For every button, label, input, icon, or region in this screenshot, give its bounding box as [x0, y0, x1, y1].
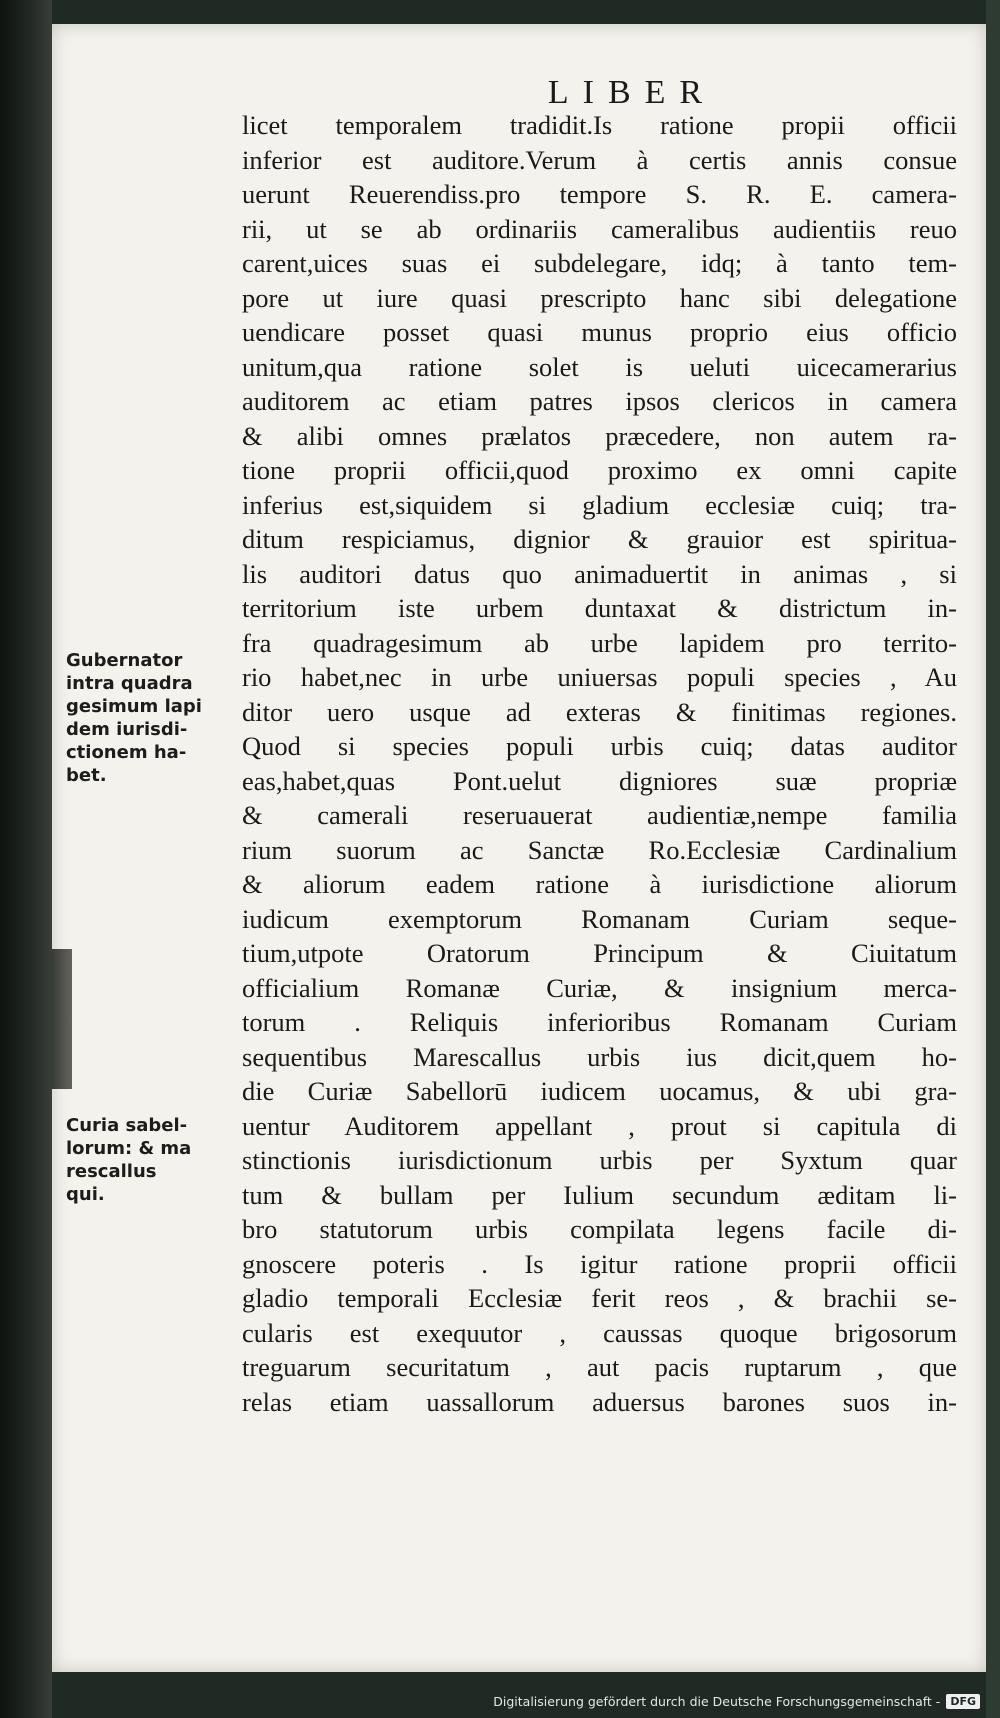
- text-line: unitum,qua ratione solet is ueluti uicecamerarius: [242, 351, 957, 382]
- text-line: iudicum exemptorum Romanam Curiam seque-: [242, 903, 957, 934]
- text-line: officialium Romanæ Curiæ, & insignium merca-: [242, 972, 957, 1003]
- digitization-footer: [493, 1690, 980, 1712]
- text-line: uendicare posset quasi munus proprio eius officio: [242, 317, 957, 347]
- text-line: territorium iste urbem duntaxat & districtum in-: [242, 593, 957, 623]
- marginal-line: qui.: [66, 1184, 105, 1205]
- text-line: sequentibus Marescallus urbis ius dicit,quem ho-: [242, 1041, 957, 1072]
- text-line: rium suorum ac Sanctæ Ro.Ecclesiæ Cardinalium: [242, 834, 957, 865]
- text-line: licet temporalem tradidit.Is ratione propii officii: [242, 110, 957, 140]
- text-line: & alibi omnes prælatos præcedere, non autem ra-: [242, 420, 957, 451]
- text-line: uerunt Reuerendiss.pro tempore S. R. E. camera-: [242, 179, 957, 209]
- text-line: carent,uices suas ei subdelegare, idq; à tanto tem-: [242, 248, 957, 278]
- text-line: torum . Reliquis inferioribus Romanam Curiam: [242, 1007, 957, 1037]
- marginal-note-curia-sabellorum: [66, 1114, 226, 1206]
- marginal-line: lorum: & ma: [66, 1138, 192, 1159]
- marginal-note-gubernator: [66, 649, 226, 787]
- text-line: cularis est exequutor , caussas quoque brigosorum: [242, 1317, 957, 1348]
- text-line: auditorem ac etiam patres ipsos clericos in camera: [242, 386, 957, 416]
- running-head: LIBER: [547, 74, 717, 111]
- text-line: rii, ut se ab ordinariis cameralibus audientiis reuo: [242, 213, 957, 244]
- text-line: eas,habet,quas Pont.uelut digniores suæ propriæ: [242, 765, 957, 796]
- text-line: inferius est,siquidem si gladium ecclesiæ cuiq; tra-: [242, 489, 957, 520]
- text-line: & aliorum eadem ratione à iurisdictione aliorum: [242, 869, 957, 899]
- text-line: uentur Auditorem appellant , prout si capitula di: [242, 1110, 957, 1141]
- marginal-line: gesimum lapi: [66, 696, 202, 717]
- text-line: & camerali reseruauerat audientiæ,nempe familia: [242, 800, 957, 830]
- text-line: treguarum securitatum , aut pacis ruptarum , que: [242, 1352, 957, 1382]
- text-line: fra quadragesimum ab urbe lapidem pro territo-: [242, 627, 957, 658]
- text-line: inferior est auditore.Verum à certis annis consue: [242, 144, 957, 175]
- text-line: bro statutorum urbis compilata legens facile di-: [242, 1214, 957, 1244]
- marginal-line: ctionem ha-: [66, 742, 187, 763]
- scan-left-edge: [0, 0, 52, 1718]
- text-line: rio habet,nec in urbe uniuersas populi species , Au: [242, 662, 957, 692]
- text-line: stinctionis iurisdictionum urbis per Syxtum quar: [242, 1145, 957, 1175]
- marginal-line: Gubernator: [66, 650, 183, 671]
- marginal-line: bet.: [66, 765, 107, 786]
- marginal-line: rescallus: [66, 1161, 157, 1182]
- text-line: tione proprii officii,quod proximo ex omni capite: [242, 455, 957, 485]
- text-line: tium,utpote Oratorum Principum & Ciuitatum: [242, 938, 957, 968]
- text-line: lis auditori datus quo animaduertit in animas , si: [242, 558, 957, 589]
- text-line: pore ut iure quasi prescripto hanc sibi delegatione: [242, 282, 957, 313]
- adjacent-page-bleed: [52, 949, 72, 1089]
- body-text: [242, 108, 957, 1419]
- scan-right-edge: [986, 0, 1000, 1718]
- marginal-line: dem iurisdi-: [66, 719, 188, 740]
- text-line: die Curiæ Sabellorū iudicem uocamus, & ubi gra-: [242, 1076, 957, 1106]
- text-line: Quod si species populi urbis cuiq; datas auditor: [242, 731, 957, 761]
- text-line: gladio temporali Ecclesiæ ferit reos , & brachii se-: [242, 1283, 957, 1313]
- dfg-logo: DFG: [946, 1694, 980, 1709]
- marginal-line: Curia sabel-: [66, 1115, 188, 1136]
- text-line: gnoscere poteris . Is igitur ratione proprii officii: [242, 1248, 957, 1279]
- text-line: tum & bullam per Iulium secundum æditam li-: [242, 1179, 957, 1210]
- text-line: ditor uero usque ad exteras & finitimas regiones.: [242, 696, 957, 727]
- book-page: [52, 24, 986, 1672]
- text-line: relas etiam uassallorum aduersus barones suos in-: [242, 1386, 957, 1417]
- text-line: ditum respiciamus, dignior & grauior est spiritua-: [242, 524, 957, 554]
- marginal-line: intra quadra: [66, 673, 193, 694]
- footer-credit-text: Digitalisierung gefördert durch die Deutsche Forschungsgemeinschaft -: [493, 1693, 941, 1709]
